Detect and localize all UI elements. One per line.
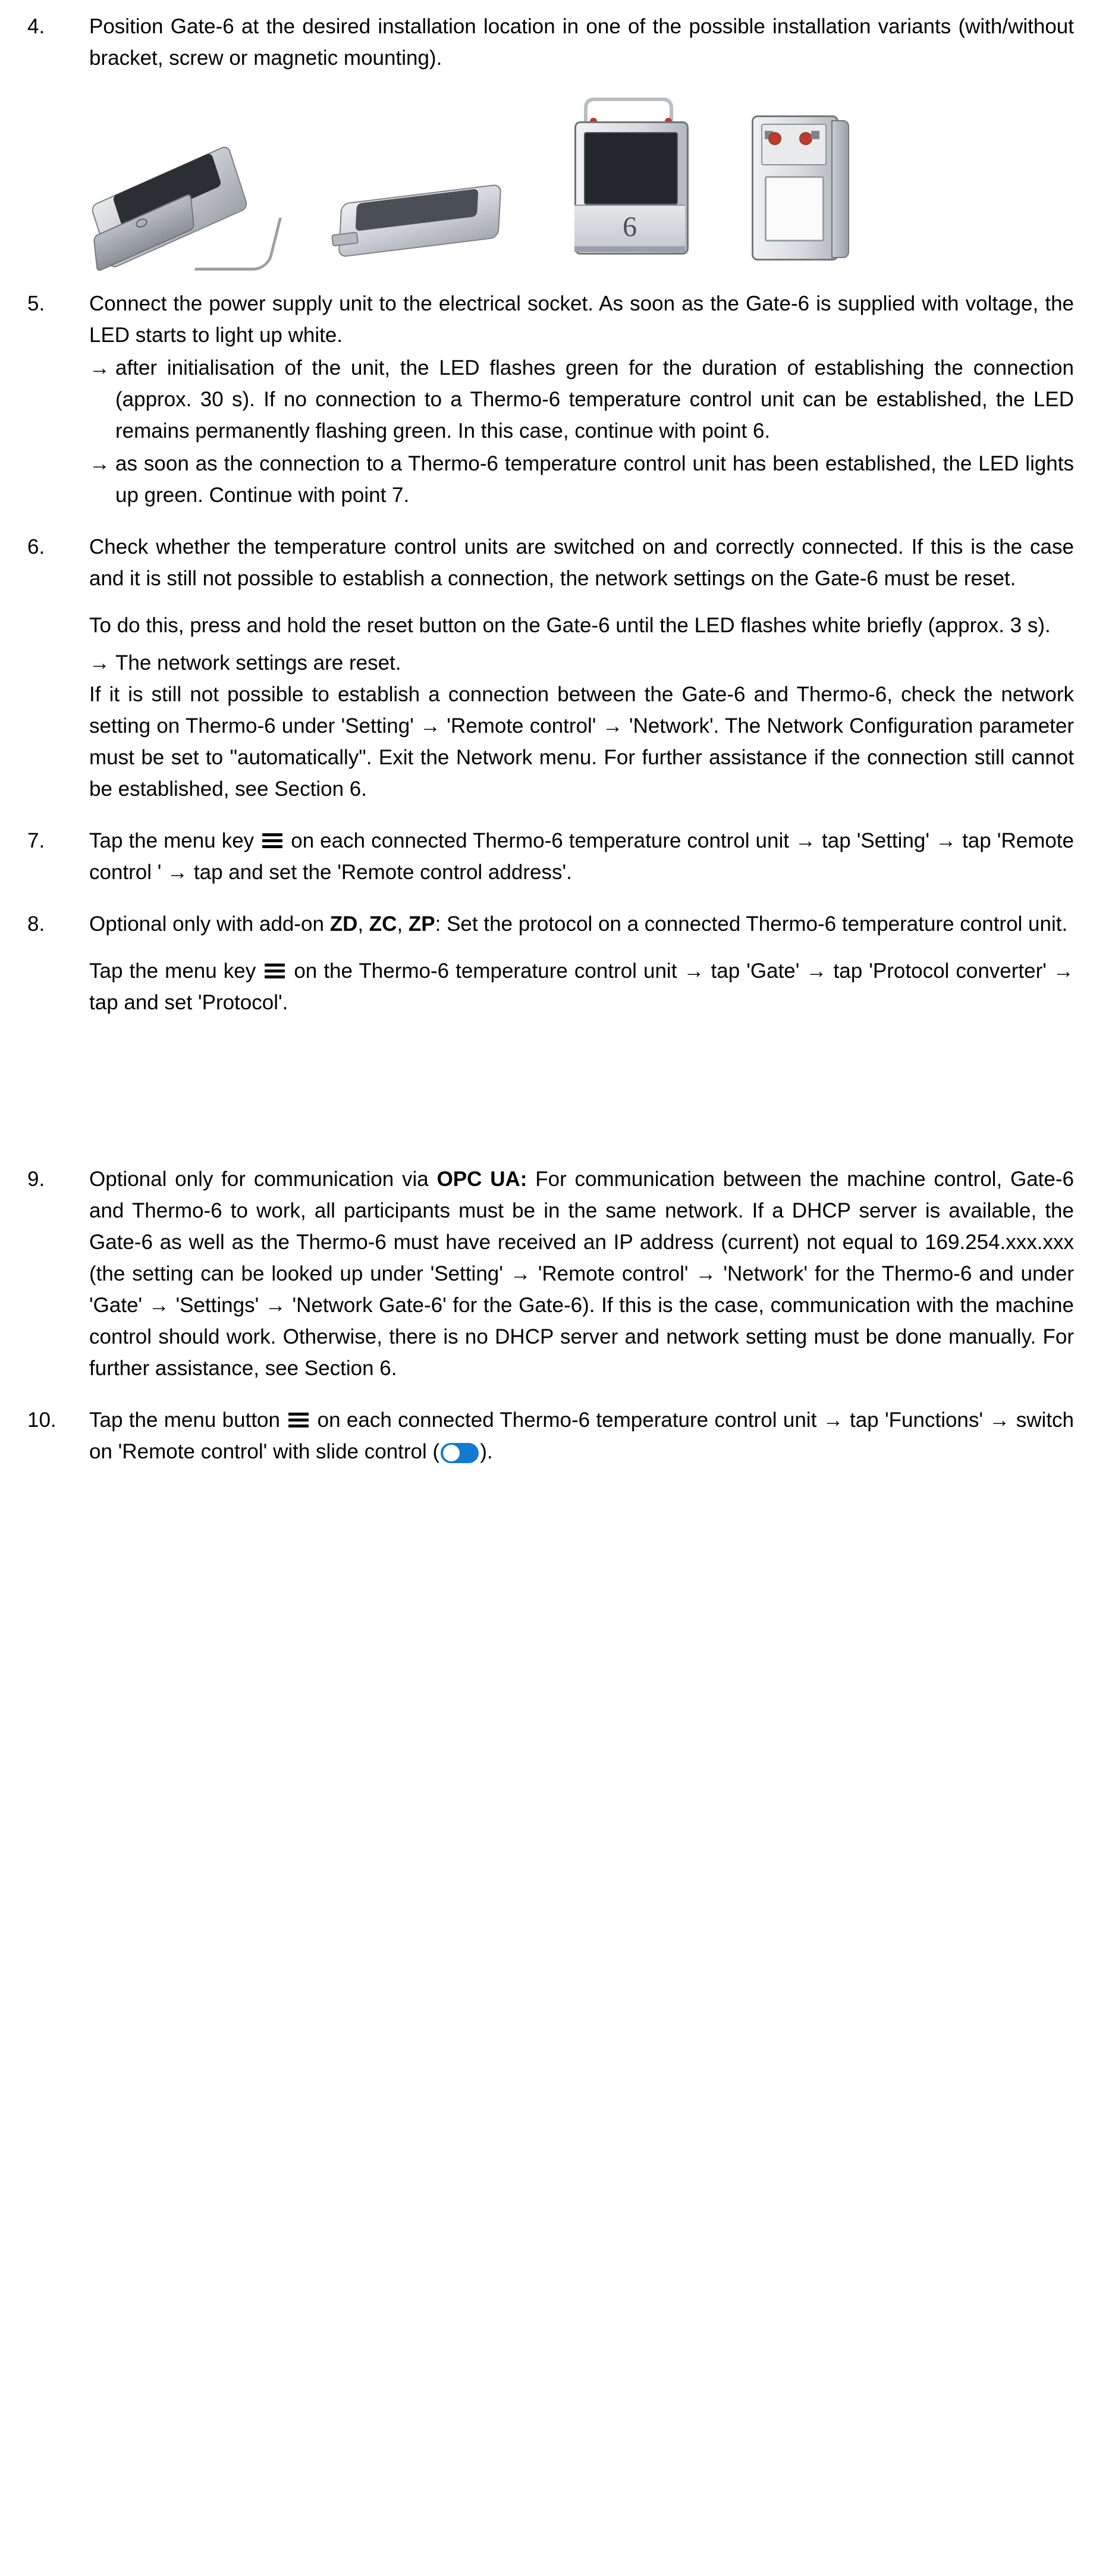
- device-window: [765, 176, 824, 241]
- step-number: 9.: [27, 1168, 45, 1191]
- step-paragraph: If it is still not possible to establish a connection between the Gate-6 and Thermo-6, check the network setting on Thermo-6 under 'Setting' → 'Remote control' → 'Network'. The Network Configuration parameter must be set to "automatically". Exit the Network menu. For further assistance if the connection still cannot be established, see Section 6.: [89, 683, 1074, 801]
- installation-variants-figure: [87, 94, 1078, 272]
- step-number: 4.: [27, 15, 45, 38]
- step-number: 8.: [27, 912, 45, 936]
- step-text-part: on each connected Thermo-6 temperature control unit → tap 'Setting' → tap 'Remote control ' → tap and set the 'Remote control address'.: [89, 829, 1075, 884]
- step-10: [23, 1404, 1078, 1467]
- gate-6-wall-mount-illustration: [741, 106, 860, 272]
- step-text-part: ,: [357, 912, 369, 936]
- device-base-stripe: [574, 246, 685, 252]
- step-paragraph: Connect the power supply unit to the electrical socket. As soon as the Gate-6 is supplied with voltage, the LED starts to light up white.: [89, 292, 1074, 347]
- step-5: [23, 288, 1078, 511]
- page-spacer: [23, 1038, 1078, 1163]
- step-sub-list: [89, 352, 1074, 511]
- step-text-part: Optional only with add-on: [89, 912, 330, 936]
- step-text-part: ,: [397, 912, 409, 936]
- step-text: [89, 11, 1078, 74]
- step-number: 5.: [27, 292, 45, 315]
- device-screen: [584, 132, 678, 205]
- device-terminal-right-icon: [811, 131, 819, 139]
- step-text: [89, 908, 1078, 1018]
- step-7: [23, 825, 1078, 888]
- thermo-6-upright-illustration: [563, 94, 699, 272]
- step-6: [23, 531, 1078, 805]
- toggle-on-icon: [441, 1443, 479, 1463]
- addon-zc-label: ZC: [369, 912, 397, 936]
- step-paragraph: [89, 825, 1074, 888]
- step-text: [89, 1163, 1078, 1384]
- step-number: 6.: [27, 535, 45, 559]
- list-item: [89, 352, 1074, 447]
- step-text-part: Optional only for communication via: [89, 1168, 437, 1191]
- step-text-part: ).: [480, 1440, 493, 1463]
- step-paragraph: Position Gate-6 at the desired installation location in one of the possible installation variants (with/without bracket, screw or magnetic mounting).: [89, 15, 1074, 70]
- device-model-label: 6: [623, 211, 637, 243]
- device-button-left-icon: [768, 132, 781, 145]
- step-paragraph: [89, 1163, 1074, 1384]
- list-item: [89, 647, 1074, 679]
- step-text-part: For communication between the machine control, Gate-6 and Thermo-6 to work, all participants must be in the same network. If a DHCP server is available, the Gate-6 as well as the Thermo-6 must have received an IP address (current) not equal to 169.254.xxx.xxx (the setting can be looked up under 'Setting' → 'Remote control' → 'Network' for the Thermo-6 and under 'Gate' → 'Settings' → 'Network Gate-6' for the Gate-6). If this is the case, communication with the machine control should work. Otherwise, there is no DHCP server and network setting must be done manually. For further assistance, see Section 6.: [89, 1168, 1074, 1380]
- step-paragraph: Check whether the temperature control units are switched on and correctly connected. If this is the case and it is still not possible to establish a connection, the network settings on the Gate-6 must be reset.: [89, 535, 1074, 590]
- step-text: [89, 531, 1078, 805]
- step-number: 10.: [27, 1408, 56, 1432]
- step-paragraph: [89, 955, 1074, 1018]
- device-side-panel: [831, 120, 849, 258]
- opc-ua-label: OPC UA:: [436, 1168, 527, 1191]
- arrow-right-icon: →: [89, 452, 110, 475]
- addon-zd-label: ZD: [329, 912, 358, 936]
- list-item: [89, 448, 1074, 511]
- addon-zp-label: ZP: [408, 912, 435, 936]
- step-number: 7.: [27, 829, 45, 852]
- arrow-right-icon: →: [89, 356, 110, 379]
- step-4: [23, 11, 1078, 74]
- step-text: [89, 288, 1078, 511]
- step-text-part: Tap the menu key: [89, 959, 263, 983]
- step-paragraph: To do this, press and hold the reset button on the Gate-6 until the LED flashes white briefly (approx. 3 s).: [89, 614, 1051, 637]
- step-sub-list: [89, 647, 1074, 679]
- list-item-text: as soon as the connection to a Thermo-6 temperature control unit has been established, the LED lights up green. Continue with point 7.: [115, 452, 1074, 507]
- device-button-right-icon: [799, 132, 812, 145]
- device-bracket: [194, 218, 282, 271]
- step-text-part: on the Thermo-6 temperature control unit → tap 'Gate' → tap 'Protocol converter' → tap and set 'Protocol'.: [89, 959, 1074, 1014]
- device-control-box: [761, 124, 827, 165]
- step-text: [89, 825, 1078, 888]
- menu-icon: [265, 962, 285, 980]
- menu-icon: [262, 832, 282, 850]
- list-item-text: The network settings are reset.: [115, 651, 401, 674]
- list-item-text: after initialisation of the unit, the LED flashes green for the duration of establishing the connection (approx. 30 s). If no connection to a Thermo-6 temperature control unit can be established, the LED remains permanently flashing green. In this case, continue with point 6.: [115, 356, 1074, 443]
- step-paragraph: [89, 908, 1074, 940]
- step-text-part: : Set the protocol on a connected Thermo-6 temperature control unit.: [435, 912, 1068, 936]
- menu-icon: [288, 1411, 309, 1429]
- step-9: [23, 1163, 1078, 1384]
- arrow-right-icon: →: [89, 651, 110, 674]
- step-text-part: Tap the menu button: [89, 1408, 287, 1432]
- step-text-part: Tap the menu key: [89, 829, 260, 852]
- gate-6-flat-illustration: [325, 171, 521, 272]
- step-text: [89, 1404, 1078, 1467]
- gate-6-angled-bracket-illustration: [87, 153, 283, 272]
- step-paragraph: [89, 1404, 1074, 1467]
- step-text-part: on each connected Thermo-6 temperature control unit → tap 'Functions' → switch on 'Remote control' with slide control (: [89, 1408, 1075, 1463]
- step-8: [23, 908, 1078, 1018]
